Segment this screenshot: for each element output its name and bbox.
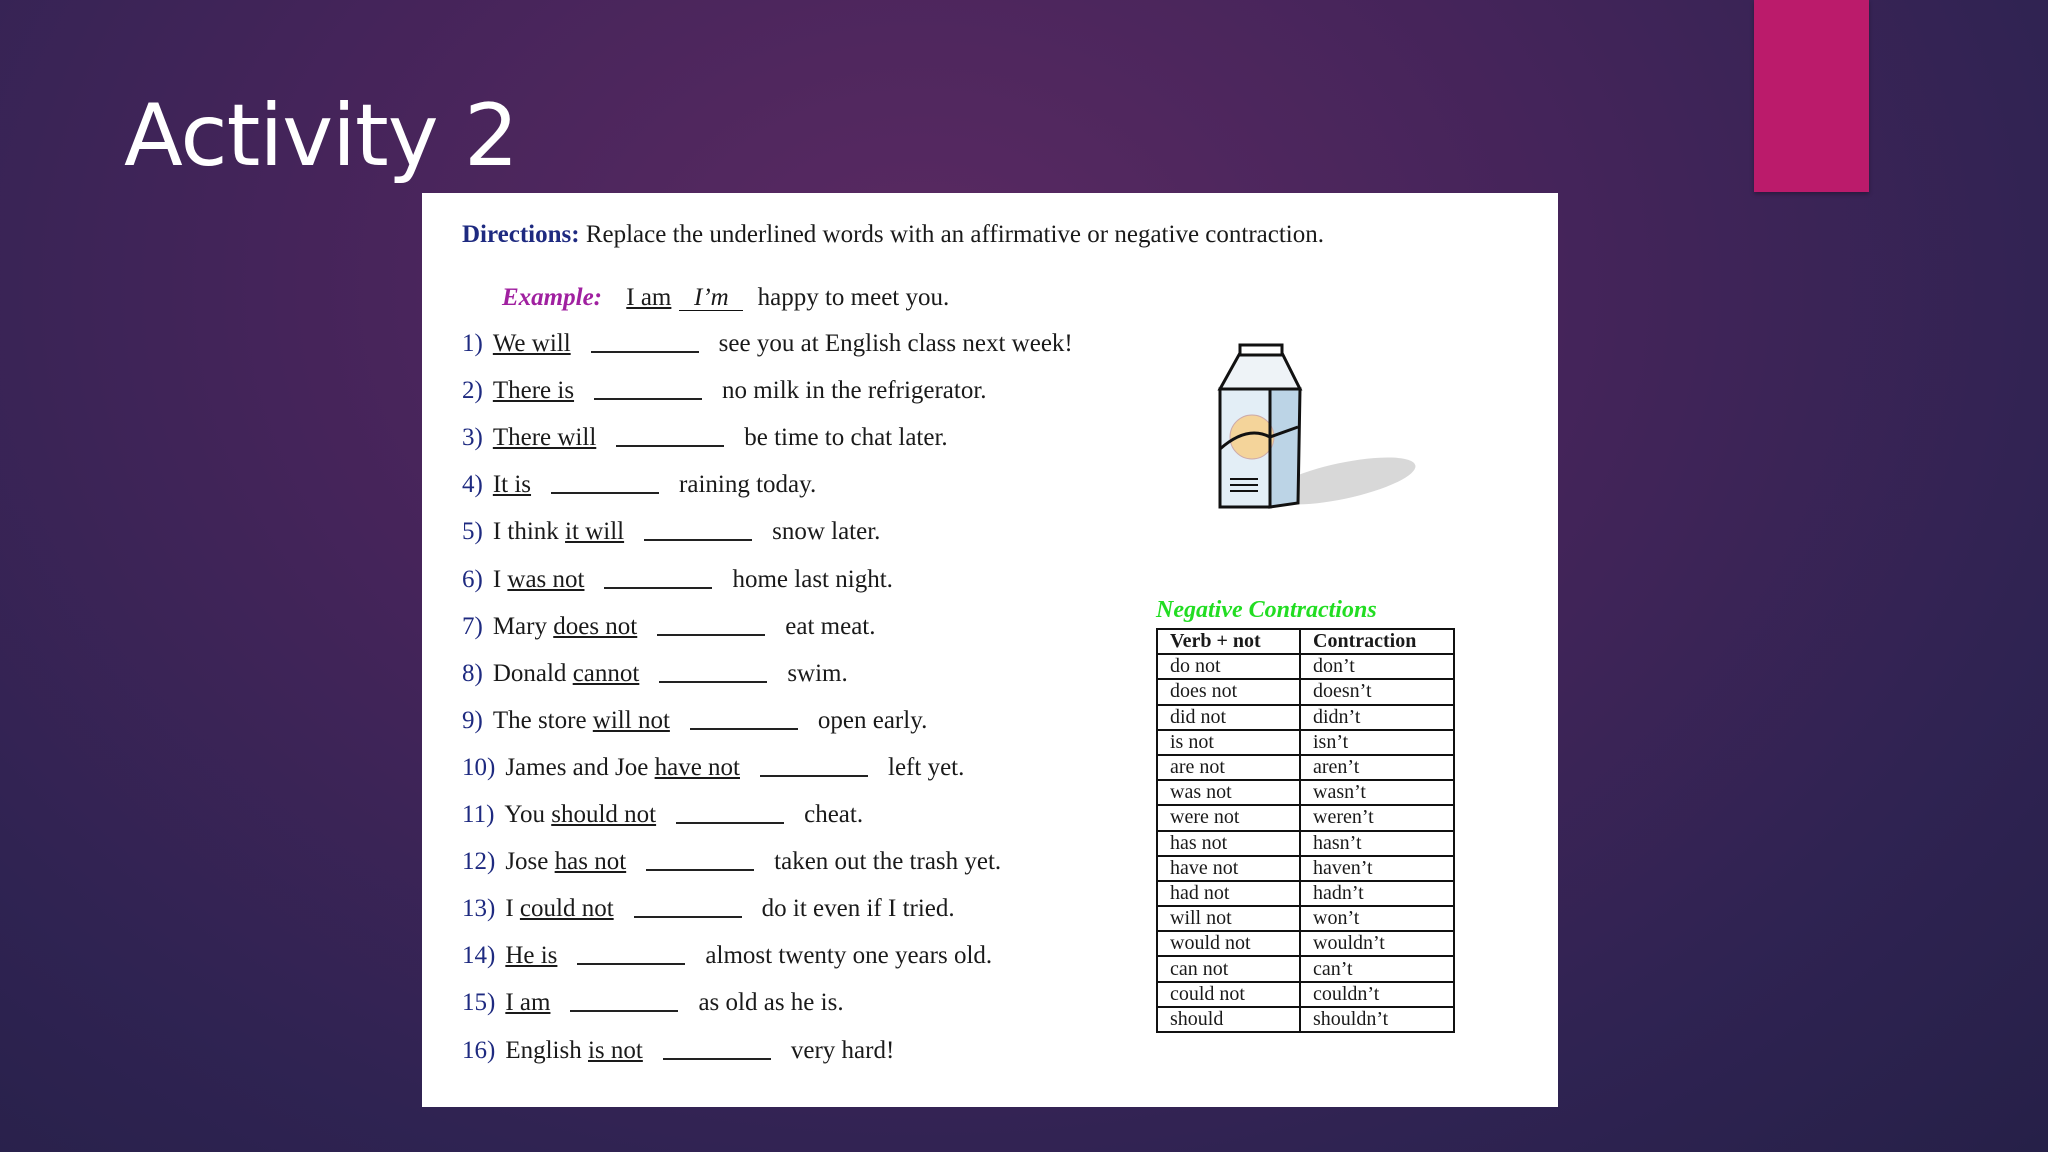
table-row <box>1157 1007 1454 1032</box>
item-after: snow later. <box>772 518 881 546</box>
item-after: no milk in the refrigerator. <box>722 377 987 405</box>
exercise-item <box>462 424 948 452</box>
item-before: I <box>505 895 520 923</box>
item-before: English <box>505 1036 588 1064</box>
answer-blank <box>760 775 868 777</box>
item-underlined: I am <box>505 989 551 1017</box>
contraction-cell: don’t <box>1300 654 1454 679</box>
item-before: Mary <box>492 612 554 640</box>
contraction-cell: haven’t <box>1300 856 1454 881</box>
item-number: 9) <box>462 706 483 734</box>
item-underlined: We will <box>492 330 571 357</box>
item-after: eat meat. <box>785 612 876 640</box>
directions-label: Directions: <box>462 221 580 248</box>
contraction-cell: couldn’t <box>1300 982 1454 1007</box>
item-after: taken out the trash yet. <box>774 848 1002 876</box>
item-underlined: has not <box>554 848 627 876</box>
item-after: see you at English class next week! <box>718 330 1073 357</box>
contraction-cell: can’t <box>1300 956 1454 981</box>
item-after: almost twenty one years old. <box>705 942 993 970</box>
item-after: left yet. <box>888 753 965 781</box>
verb-not-cell: will not <box>1157 906 1300 931</box>
verb-not-cell: was not <box>1157 780 1300 805</box>
item-underlined: have not <box>654 753 740 781</box>
table-row <box>1157 931 1454 956</box>
table-row <box>1157 805 1454 830</box>
answer-blank <box>604 587 712 589</box>
item-underlined: cannot <box>572 659 640 687</box>
item-underlined: It is <box>492 471 532 499</box>
contraction-cell: aren’t <box>1300 755 1454 780</box>
exercise-item <box>462 471 816 499</box>
exercise-item <box>462 613 876 641</box>
contraction-cell: hasn’t <box>1300 831 1454 856</box>
table-row <box>1157 679 1454 704</box>
item-number: 3) <box>462 424 483 452</box>
contraction-cell: doesn’t <box>1300 679 1454 704</box>
example-label: Example: <box>502 284 602 311</box>
item-number: 4) <box>462 471 483 499</box>
table-row <box>1157 755 1454 780</box>
verb-not-cell: is not <box>1157 730 1300 755</box>
item-number: 15) <box>462 989 496 1017</box>
worksheet-image <box>422 193 1558 1107</box>
item-after: do it even if I tried. <box>761 895 955 923</box>
answer-blank <box>594 398 702 400</box>
table-row <box>1157 831 1454 856</box>
table-body <box>1157 654 1454 1032</box>
contraction-cell: isn’t <box>1300 730 1454 755</box>
milk-carton-illustration <box>1192 341 1432 521</box>
item-underlined: is not <box>587 1036 643 1064</box>
example-line <box>502 284 949 312</box>
contraction-cell: hadn’t <box>1300 881 1454 906</box>
exercise-item <box>462 566 893 594</box>
exercise-item <box>462 754 964 782</box>
verb-not-cell: could not <box>1157 982 1300 1007</box>
item-number: 6) <box>462 565 483 593</box>
item-before: James and Joe <box>505 753 655 781</box>
negative-contractions-title: Negative Contractions <box>1156 597 1377 623</box>
answer-blank <box>657 634 765 636</box>
exercise-item <box>462 518 880 546</box>
verb-not-cell: should <box>1157 1007 1300 1032</box>
item-number: 13) <box>462 895 496 923</box>
item-before: The store <box>492 706 593 734</box>
negative-contractions-table <box>1156 628 1455 1033</box>
item-underlined: There will <box>492 424 597 452</box>
table-header-row <box>1157 629 1454 654</box>
contraction-cell: didn’t <box>1300 705 1454 730</box>
answer-blank <box>659 681 767 683</box>
table-row <box>1157 881 1454 906</box>
directions <box>462 221 1324 249</box>
example-answer: I’m <box>679 286 743 311</box>
table-row <box>1157 856 1454 881</box>
verb-not-cell: has not <box>1157 831 1300 856</box>
answer-blank <box>616 445 724 447</box>
exercise-item <box>462 848 1001 876</box>
item-number: 8) <box>462 659 483 687</box>
table-header-verb: Verb + not <box>1157 629 1300 654</box>
directions-text: Replace the underlined words with an affirmative or negative contraction. <box>579 221 1324 248</box>
item-underlined: was not <box>507 565 585 593</box>
answer-blank <box>577 963 685 965</box>
answer-blank <box>663 1058 771 1060</box>
item-underlined: He is <box>505 942 558 970</box>
item-underlined: There is <box>492 377 575 405</box>
table-row <box>1157 982 1454 1007</box>
example-rest: happy to meet you. <box>757 284 950 311</box>
exercise-item <box>462 707 927 735</box>
item-after: as old as he is. <box>698 989 844 1017</box>
contraction-cell: shouldn’t <box>1300 1007 1454 1032</box>
table-row <box>1157 730 1454 755</box>
table-row <box>1157 705 1454 730</box>
item-before: You <box>504 801 552 828</box>
answer-blank <box>591 351 699 353</box>
item-number: 2) <box>462 377 483 405</box>
accent-block <box>1754 0 1869 192</box>
contraction-cell: weren’t <box>1300 805 1454 830</box>
item-after: home last night. <box>732 565 893 593</box>
verb-not-cell: does not <box>1157 679 1300 704</box>
answer-blank <box>634 916 742 918</box>
answer-blank <box>570 1010 678 1012</box>
contraction-cell: wouldn’t <box>1300 931 1454 956</box>
item-after: raining today. <box>679 471 817 499</box>
verb-not-cell: are not <box>1157 755 1300 780</box>
exercise-item <box>462 377 987 405</box>
table-row <box>1157 906 1454 931</box>
item-underlined: does not <box>553 612 638 640</box>
answer-blank <box>646 869 754 871</box>
item-after: swim. <box>787 659 848 687</box>
item-number: 12) <box>462 848 496 876</box>
exercise-item <box>462 330 1073 358</box>
exercise-item <box>462 895 955 923</box>
item-after: cheat. <box>804 801 864 828</box>
exercise-item <box>462 801 863 829</box>
contraction-cell: won’t <box>1300 906 1454 931</box>
item-number: 16) <box>462 1036 496 1064</box>
answer-blank <box>644 539 752 541</box>
verb-not-cell: have not <box>1157 856 1300 881</box>
item-after: be time to chat later. <box>744 424 948 452</box>
verb-not-cell: do not <box>1157 654 1300 679</box>
item-underlined: should not <box>551 801 657 828</box>
verb-not-cell: can not <box>1157 956 1300 981</box>
verb-not-cell: would not <box>1157 931 1300 956</box>
item-number: 11) <box>462 801 495 828</box>
item-number: 10) <box>462 753 496 781</box>
item-underlined: will not <box>592 706 670 734</box>
item-before: I think <box>492 518 566 546</box>
example-words: I am <box>626 284 672 311</box>
answer-blank <box>690 728 798 730</box>
item-after: open early. <box>817 706 928 734</box>
table-row <box>1157 780 1454 805</box>
item-underlined: it will <box>565 518 625 546</box>
table-header-contraction: Contraction <box>1300 629 1454 654</box>
item-before: I <box>492 565 508 593</box>
item-number: 1) <box>462 330 483 357</box>
table-row <box>1157 956 1454 981</box>
item-number: 7) <box>462 612 483 640</box>
contraction-cell: wasn’t <box>1300 780 1454 805</box>
verb-not-cell: did not <box>1157 705 1300 730</box>
exercise-item <box>462 942 992 970</box>
item-underlined: could not <box>519 895 614 923</box>
item-number: 5) <box>462 518 483 546</box>
verb-not-cell: had not <box>1157 881 1300 906</box>
exercise-item <box>462 660 848 688</box>
answer-blank <box>551 492 659 494</box>
table-row <box>1157 654 1454 679</box>
exercise-item <box>462 989 844 1017</box>
item-before: Jose <box>505 848 555 876</box>
verb-not-cell: were not <box>1157 805 1300 830</box>
item-after: very hard! <box>790 1036 895 1064</box>
slide-title: Activity 2 <box>124 86 518 186</box>
item-before: Donald <box>492 659 573 687</box>
exercise-item <box>462 1037 894 1065</box>
item-number: 14) <box>462 942 496 970</box>
answer-blank <box>676 822 784 824</box>
